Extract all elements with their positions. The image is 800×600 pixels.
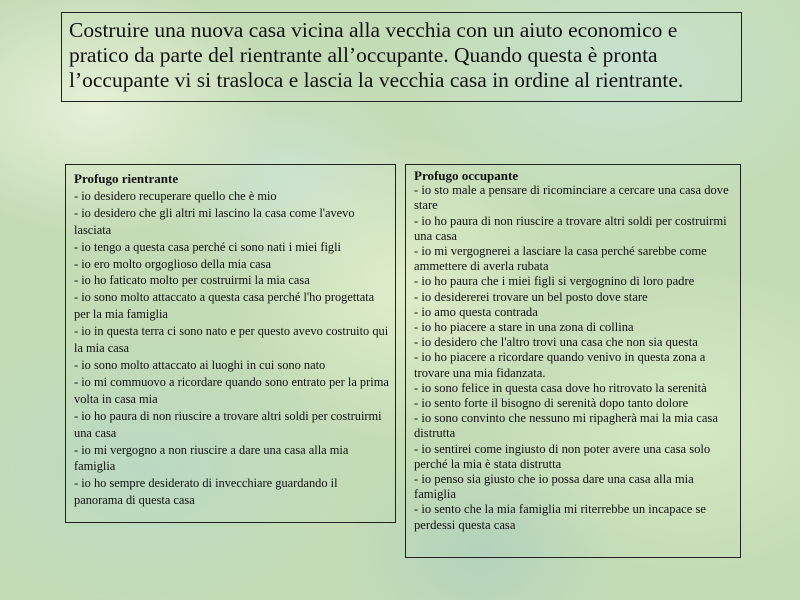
title-text: Costruire una nuova casa vicina alla vecchia con un aiuto economico e pratico da parte del rientrante all’occupante. Quando questa è pronta l’occupante vi si trasloca e lascia la vecchia casa in ordine al rientrante. [69,18,684,92]
list-item: - io amo questa contrada [414,304,538,319]
list-item: - io desidero recuperare quello che è mio [74,188,277,203]
list-item: - io desidero che gli altri mi lascino la casa come l'avevo lasciata [74,205,355,237]
title-box [61,12,742,102]
returning-refugee-panel [65,164,396,523]
list-item: - io sono molto attaccato a questa casa perché l'ho progettata per la mia famiglia [74,290,375,322]
list-item: - io sto male a pensare di ricominciare a cercare una casa dove stare [414,183,729,213]
list-item: - io tengo a questa casa perché ci sono nati i miei figli [74,239,341,254]
list-item: - io mi commuovo a ricordare quando sono entrato per la prima volta in casa mia [74,374,389,406]
list-item: - io ero molto orgoglioso della mia casa [74,256,271,271]
list-item: - io ho faticato molto per costruirmi la mia casa [74,273,310,288]
list-item: - io in questa terra ci sono nato e per questo avevo costruito qui la mia casa [74,324,389,356]
list-item: - io mi vergogno a non riuscire a dare una casa alla mia famiglia [74,442,349,474]
list-item: - io penso sia giusto che io possa dare una casa alla mia famiglia [414,472,694,502]
occupying-refugee-panel [405,164,741,558]
list-item: - io ho paura che i miei figli si vergognino di loro padre [414,274,695,289]
occupying-refugee-heading: Profugo occupante [414,168,519,183]
returning-refugee-heading: Profugo rientrante [74,171,179,186]
list-item: - io sono convinto che nessuno mi ripagherà mai la mia casa distrutta [414,411,718,441]
list-item: - io ho paura di non riuscire a trovare altri soldi per costruirmi una casa [414,213,727,243]
list-item: - io sono felice in questa casa dove ho ritrovato la serenità [414,380,707,395]
list-item: - io sento forte il bisogno di serenità dopo tanto dolore [414,396,689,411]
list-item: - io desidero che l'altro trovi una casa che non sia questa [414,335,698,350]
list-item: - io sentirei come ingiusto di non poter avere una casa solo perché la mia è stata distrutta [414,441,711,471]
list-item: - io ho paura di non riuscire a trovare altri soldi per costruirmi una casa [74,408,382,440]
list-item: - io ho piacere a stare in una zona di collina [414,320,634,335]
list-item: - io sento che la mia famiglia mi riterrebbe un incapace se perdessi questa casa [414,502,706,532]
list-item: - io sono molto attaccato ai luoghi in cui sono nato [74,357,326,372]
occupying-refugee-list [414,183,734,533]
list-item: - io mi vergognerei a lasciare la casa perché sarebbe come ammettere di averla rubata [414,244,707,274]
list-item: - io ho sempre desiderato di invecchiare guardando il panorama di questa casa [74,476,338,508]
list-item: - io ho piacere a ricordare quando venivo in questa zona a trovare una mia fidanzata. [414,350,706,380]
list-item: - io desidererei trovare un bel posto dove stare [414,289,648,304]
returning-refugee-list [74,188,389,509]
